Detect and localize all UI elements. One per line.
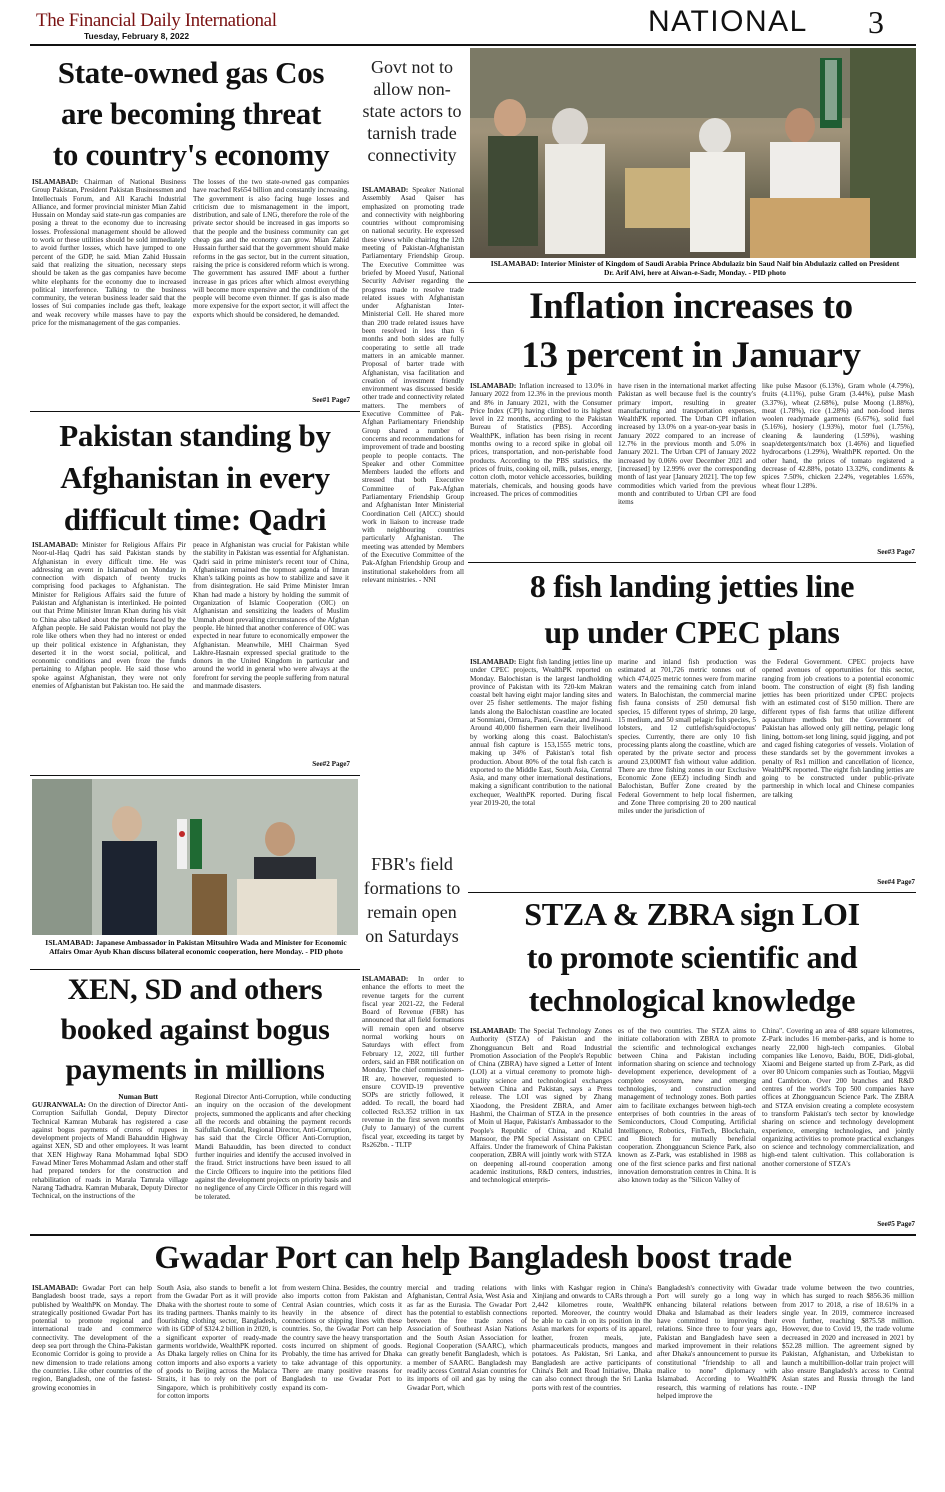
- qadri-col-2: peace in Afghanistan was crucial for Pakistan while the stability in Pakistan was essential for Afghanistan. Qadri said in prime minister's recent tour of China, Afghanistan remained the topmost agenda of Imran Khan's talking points as how to stabilize and save it from disintegration. He said Prime Minister Imran Khan had made a history by holding the summit of Organization of Islamic Cooperation (OIC) on Afghanistan and sensitizing the leaders of Muslim Ummah about prevailing circumstances of the Afghan people. He hinted that another conference of OIC was expected in near future to economically empower the Afghanistan. Meanwhile, MHI Chairman Syed Lakhre-Hasnain expressed special gratitude to the donors in the United Kingdom in particular and around the world in general who were always at the forefront for serving the people suffering from natural and manmade disasters.: [193, 541, 349, 691]
- section-name: NATIONAL: [648, 5, 808, 38]
- issue-date: Tuesday, February 8, 2022: [84, 31, 190, 41]
- gas-col-1: ISLAMABAD: Chairman of National Business Group Pakistan, President Pakistan Businessmen and Intellectuals Forum, and All Karachi Industrial Alliance, and former provincial minister Mian Zahid Hussain on Monday said state-run gas companies are posing a threat to the economy due to increasing losses. Professional management should be allowed to work or these utilities should be sold immediately to avoid further losses, which have jumped to one percent of the GDP, he said. Mian Zahid Hussain said that realizing the situation, necessary steps should be taken as the gas companies have become white elephants for the economy due to increased political interference. Talking to the business community, the veteran business leader said that the losses of Sui companies include gas theft, leakage and weak recovery while masses have to pay the price for the mismanagement of the gas companies.: [32, 178, 186, 328]
- inflation-col-3: like pulse Masoor (6.13%), Gram whole (4.79%), fruits (4.11%), pulse Gram (3.44%), pulse Mash (3.37%), wheat (2.68%), pulse Moong (1.88%), meat (1.78%), rice (1.28%) and non-food items woolen readymade garments (6.67%), solid fuel (5.16%), hosiery (1.93%), motor fuel (1.75%), cleaning & laundering (1.59%), washing soap/detergents/match box (1.46%) and liquefied hydrocarbons (1.29%), WealthPK reported. On the other hand, the prices of tomato registered a decrease of 42.88%, potato 13.32%, condiments & spices 7.50%, chicken 2.24%, vegetables 1.65%, wheat flour 1.28%.: [762, 382, 914, 490]
- japan-meeting-photo: [32, 779, 358, 935]
- inflation-col-1: ISLAMABAD: Inflation increased to 13.0% in January 2022 from 12.3% in the previous month and 8% in January 2021, with the Consumer Price Index (CPI) having climbed to its highest level in 22 months, according to the Pakistan Bureau of Statistics (PBS). According WealthPK, inflation has been rising in recent months owing to a record spike in global oil prices, transportation, and non-perishable food products. According to the PBS statistics, the prices of fruits, cooking oil, milk, pulses, energy, cotton cloth, motor vehicle accessories, building materials, chemicals, and housing goods have increased. The prices of commodities: [470, 382, 612, 498]
- xen-col-2: Regional Director Anti-Corruption, while conducting an inquiry on the occasion of the development projects, summoned the applicants and after checking all the records and obtaining the payment records Saifullah Gondal, Regional Director, Anti-Corruption, has said that the Circle Officer Anti-Corruption, Mandi Bahauddin, has been directed to conduct further inquiries and identify the accused involved in the fraud. Strict instructions have been issued to all the Circle Officers to inquire into the petitions filed against the development projects on priority basis and no negligence of any Circle Officer in this regard will be tolerated.: [195, 1093, 351, 1201]
- gwadar-col-2: South Asia, also stands to benefit a lot from the Gwadar Port as it will provide Dhaka with the shortest route to some of its trading partners. Thanks mainly to its flourishing clothing sector, Bangladesh, with its GDP of $324.2 billion in 2020, is a significant exporter of ready-made garments worldwide, WealthPK reported. As Dhaka largely relies on China for its cotton imports and also exports a variety of goods to Beijing across the Malacca Straits, it has to rely on the port of Singapore, which is prohibitively costly for cotton imports: [157, 1284, 277, 1400]
- saudi-photo-caption: ISLAMABAD: Interior Minister of Kingdom of Saudi Arabia Prince Abdulaziz bin Saud Naif bin Abdulaziz called on President Dr. Arif Alvi, here at Aiwan-e-Sadr, Monday. - PID photo: [490, 259, 900, 277]
- gwadar-col-5: links with Kashgar region in China's Xinjiang and onwards to CARs through a 2,442 kilometres route, WealthPK reported. Moreover, the country would be able to cash in on its position in the Asian markets for exports of its apparel, leather, frozen meals, jute, pharmaceuticals products, mangoes and potatoes. As Pakistan, Sri Lanka, and Bangladesh are active participants of China's Belt and Road Initiative, Dhaka can also connect through the Sri Lanka ports with rest of the countries.: [532, 1284, 652, 1392]
- xen-headline: XEN, SD and others booked against bogus payments in millions: [60, 973, 330, 1086]
- stza-headline: STZA & ZBRA sign LOI to promote scientific and technological knowledge: [524, 896, 860, 1018]
- page-number: 3: [868, 4, 884, 40]
- fish-col-2: marine and inland fish production was estimated at 701,726 metric tonnes out of which 474,025 metric tonnes were from marine waters and the remaining catch from inland waters. In Balochistan, the commercial marine fish fauna consists of 250 demursal fish species, 15 different types of shrimp, 20 large, 15 medium, and 50 small pelagic fish species, 5 lobsters, and 12 cuttlefish/squid/octopus' species. Currently, there are only 10 fish processing plants along the coastline, which are operated by the private sector and process around 23,000MT fish without value addition. There are three fishing zones in our Exclusive Economic Zone (EEZ) including Sindh and Balochistan, Buffer Zone created by the Federal Government to help local fishermen, and Zone Three comprising 20 to 200 nautical miles under the jurisdiction of: [618, 658, 756, 816]
- govt-headline: Govt not to allow non-state actors to tarnish trade connectivity: [362, 57, 462, 165]
- masthead-rule: [30, 44, 916, 46]
- inflation-see-more: See#3 Page7: [877, 548, 915, 556]
- masthead: [0, 0, 945, 48]
- inflation-col-2: have risen in the international market affecting Pakistan as well because fuel is the country's primary import, resulting in greater manufacturing and transportation expenses, WealthPK reported. The Urban CPI inflation increased by 13.0% on a year-on-year basis in January 2022 compared to an increase of 12.7% in the previous month and 5.0% in January 2021. The Urban CPI of January 2022 increased by 0.06% over December 2021 and [increased] by 12.99% over the corresponding month of last year [January 2021]. The top few commodities which varied from the previous month and contributed to Urban CPI are food items: [618, 382, 756, 507]
- fbr-headline: FBR's field formations to remain open on Saturdays: [363, 854, 461, 946]
- divider: [30, 775, 360, 776]
- gwadar-col-6: Bangladesh's connectivity with Gwadar Port will surely go a long way in enhancing bilateral relations between Dhaka and Islamabad as their leaders have committed to improving their relations. Since three to four years ago, Pakistan and Bangladesh have seen a marked improvement in their relations after Dhaka's announcement to pursue its constitutional "friendship to all and malice to none" diplomacy with Islamabad. According to WealthPK research, this warming of relations has helped improve the: [657, 1284, 777, 1400]
- paper-name: The Financial Daily International: [36, 10, 277, 31]
- fish-col-1: ISLAMABAD: Eight fish landing jetties line up under CPEC projects, WealthPK reported on Monday. Balochistan is the largest landholding province of Pakistan with its 720-km Makran coastal belt having eight major landing sites and over 25 fisher settlements. The major fishing lands along the Balochistan coastline are located at Sonmiani, Ormara, Pasni, Gwadar, and Jiwani. Around 40,000 fishermen earn their livelihood by working along this coast. Balochistan's annual fish capture is 153,1555 metric tons, making up 34% of Pakistan's total fish production. About 80% of the total fish catch is exported to the Middle East, South Asia, Central Asia, and many other international destinations, making a significant contribution to the national exchequer, WealthPK reported. During fiscal year 2019-20, the total: [470, 658, 612, 808]
- gas-col-2: The losses of the two state-owned gas companies have reached Rs654 billion and constantly increasing. The government is also facing huge losses and criticism due to mismanagement in the import, distribution, and sale of LNG, therefore the role of the private sector should be increased in gas imports so that the people and the business community can get cheap gas and the economy can grow. Mian Zahid Hussain further said that the government should make reforms in the gas sector, but in the current situation, raising the price is considered reform which is wrong. The government has assured IMF about a further increase in gas prices after which almost everything will become more expensive and the condition of the people will become even thinner. If gas is also made more expensive for the export sector, it will affect the exports which should be considered, he demanded.: [193, 178, 349, 319]
- qadri-col-1: ISLAMABAD: Minister for Religious Affairs Pir Noor-ul-Haq Qadri has said Pakistan stands by Afghanistan in every difficult time. He was addressing an event in Islamabad on Monday in connection with dispatch of twenty trucks comprising food packages to Afghanistan. The Minister for Religious Affairs said the future of Pakistan and Afghanistan is interlinked. He pointed out that Prime Minister Imran Khan during his visit to China also talked about the problems faced by the Afghan people. He said Pakistan would not play the role like others when they had no interest or ended up their political existence in Afghanistan, they deserted it in the worst social, political, and economic conditions and even froze the funds pertaining to Afghan people. He said those who spoke against Afghanistan, they were not only enemies of Afghanistan but Pakistan too. He said the: [32, 541, 186, 691]
- xen-byline: Numan Butt: [118, 1092, 158, 1101]
- saudi-meeting-photo: [470, 48, 916, 258]
- qadri-see-more: See#2 Page7: [312, 760, 350, 768]
- fbr-text: ISLAMABAD: In order to enhance the efforts to meet the revenue targets for the current fiscal year 2021-22, the Federal Board of Revenue (FBR) has announced that all field formations will remain open and observe normal working hours on Saturdays with effect from February 12, 2022, till further orders, said an FBR notification on Monday. The chief commissioners-IR are, however, requested to ensure COVID-19 preventive SOPs are strictly followed, it added. To recall, the board had collected Rs3.352 trillion in tax revenue in the first seven months (July to January) of the current fiscal year, exceeding its target by Rs262bn. - TLTP: [362, 975, 464, 1149]
- japan-photo-caption: ISLAMABAD: Japanese Ambassador in Pakistan Mitsuhiro Wada and Minister for Economic Affairs Omar Ayub Khan discuss bilateral economic cooperation, here Monday. - PID photo: [45, 938, 347, 956]
- gwadar-headline: Gwadar Port can help Bangladesh boost trade: [154, 1240, 792, 1276]
- gas-see-more: See#1 Page7: [312, 396, 350, 404]
- govt-text: ISLAMABAD: Speaker National Assembly Asad Qaiser has emphasized on promoting trade and connectivity with neighboring countries without compromising on national security. He expressed these views while chairing the 12th meeting of Pakistan-Afghanistan Parliamentary Friendship Group. The Executive Committee was briefed by Moeed Yusuf, National Security Adviser regarding the progress made to resolve trade related issues with Afghanistan under Afghanistan Inter-Ministerial Cell. He shared more than 200 trade related issues have been resolved in less than 6 months and both sides are fully cooperating to settle all trade matters in an amicable manner. Proposal of barter trade with Afghanistan, visa facilitation and creation of investment friendly environment was discussed beside other trade and connectivity related matters. The members of Executive Committee of Pak-Afghan Parliamentary Friendship Group shared a number of concerns and recommendations for improvement of trade and boosting people to people contacts. The Speaker and other Committee Members lauded the efforts and stressed that both Executive Committee of Pak-Afghan Parliamentary Friendship Group and Afghanistan Inter Ministerial Coordination Cell (AICC) should work in liaison to increase trade with neighbouring countries particularly Afghanistan. The meeting was attended by Members of the Executive Committee of the Pak-Afghan Friendship Group and institutional stakeholders from all relevant ministries. - NNI: [362, 186, 464, 584]
- stza-col-2: es of the two countries. The STZA aims to initiate collaboration with ZBRA to promote the scientific and technological exchanges between China and Pakistan including information sharing on science and technology development experience, development of a complete ecosystem, new and emerging technologies, and construction and management of technology zones. Both parties aim to facilitate exchanges between high-tech enterprises of both countries in the areas of Semiconductors, Cloud Computing, Artificial Intelligence, Robotics, FinTech, Blockchain, and Biotech for mutually beneficial cooperation. Zhongguancun Science Park, also known as Z-Park, was established in 1988 as one of the first science parks and first national innovation demonstration centres in China. It is also known today as the "Silicon Valley of: [618, 1027, 756, 1185]
- gwadar-col-1: ISLAMABAD: Gwadar Port can help Bangladesh boost trade, says a report published by WealthPK on Monday. The strategically positioned Gwadar Port has potential to promote regional and international trade and commerce connectivity. The development of the deep sea port through the China-Pakistan Economic Corridor is going to provide a new dimension to trade relations among the countries. Like other countries of the region, Bangladesh, one of the fastest-growing economies in: [32, 1284, 152, 1392]
- divider: [30, 411, 360, 412]
- gas-headline: State-owned gas Cos are becoming threat to country's economy: [52, 55, 330, 172]
- gwadar-col-4: mercial and trading relations with Afghanistan, Central Asia, West Asia and as far as the Eurasia. The Gwadar Port has the potential to establish connections between the free trade zones of Association of Southeast Asian Nations and the South Asian Association for Regional Cooperation (SAARC), which can greatly benefit Bangladesh, which is a member of SAARC. Bangladesh may readily access Central Asian countries for its imports of oil and gas by using the Gwadar Port, which: [407, 1284, 527, 1392]
- xen-col-1: GUJRANWALA: On the direction of Director Anti-Corruption Saifullah Gondal, Deputy Director Technical Kamran Mubarak has registered a case against bogus payments of crores of rupees in development projects of Mandi Bahauddin Highway against XEN, SD and other employees. It was learnt that XEN Highway Rana Mohammad Iqbal SDO Fawad Miner Teres Mohammad Aslam and other staff had prepared tenders for the construction and rehabilitation of roads in Marala Tamrala village Narang Tadhadra. Kamran Mubarak, Deputy Director Technical, on the instructions of the: [32, 1101, 188, 1201]
- stza-see-more: See#5 Page7: [877, 1220, 915, 1228]
- inflation-headline: Inflation increases to 13 percent in January: [521, 286, 861, 376]
- stza-col-1: ISLAMABAD: The Special Technology Zones Authority (STZA) of Pakistan and the Zhongguancun Belt and Road Industrial Promotion Association of the People's Republic of China (ZBRA) have signed a Letter of Intent (LOI) at a virtual ceremony to promote high-quality science and technological exchanges between China and Pakistan, says a Press release. The LOI was signed by Zhang Xiaodong, the President ZBRA, and Amer Hashmi, the Chairman of STZA in the presence of Moin ul Haque, Pakistan's Ambassador to the People's Republic of China, and Khalid Mansoor, the PM Special Assistant on CPEC Affairs. Under the framework of China Pakistan cooperation, ZBRA will jointly work with STZA on deepening all-round cooperation among academic institutions, R&D centers, industries, and technological enterpris-: [470, 1027, 612, 1185]
- fish-headline: 8 fish landing jetties line up under CPEC plans: [529, 568, 855, 650]
- gwadar-col-7: trade volume between the two countries, which has surged to reach $856.36 million from 2017 to 2018, a rise of 18.61% in a single year. In 2019, commerce increased even further, reaching $875.58 million. However, due to Covid 19, the trade volume decreased in 2020 and increased in 2021 by $52.28 million. The agreement signed by Pakistan, Afghanistan, and Uzbekistan to launch a multibillion-dollar train project will also ensure Bangladesh's access to Central Asian states and Russia through the land route. - INP: [782, 1284, 914, 1392]
- stza-col-3: China". Covering an area of 488 square kilometres, Z-Park includes 16 member-parks, and is home to nearly 22,000 high-tech companies. Global companies like Lenovo, Baidu, BOE, Didi-global, Xiaomi and Beigene started up from Z-Park, as did over 80 Unicorn companies such as Toutiao, Mggvii and Cambricon. Over 200 branches and R&D centres of the world's Top 500 companies have offices at Zhongguancun Science Park. The ZBRA and STZA envision creating a complete ecosystem to transform Pakistan's tech sector by knowledge sharing on science and technology development experience, emerging technologies, and jointly organizing activities to promote practical exchanges on science and technology commercialization, and high-end talent cultivation. This collaboration is another cornerstone of STZA's: [762, 1027, 914, 1168]
- fish-col-3: the Federal Government. CPEC projects have opened avenues of opportunities for this sector, ranging from job creations to a potential economic boom. The construction of eight (8) fish landing jetties has been prioritized under CPEC projects with an estimated cost of $150 million. There are different types of fish farms that utilize different aquaculture methods but the Government of Pakistan has allowed only gill netting, pelagic long lining, bottom-set long lining, squid jigging, and pot and caged fishing categories of vessels. Violation of these standards set by the government invokes a penalty of Rs1 million and cancellation of licence, WealthPK reported. The eight fish landing jetties are going to be constructed under public-private partnership in which local and Chinese companies are talking: [762, 658, 914, 799]
- fish-see-more: See#4 Page7: [877, 878, 915, 886]
- qadri-headline: Pakistan standing by Afghanistan in every difficult time: Qadri: [59, 418, 331, 537]
- gwadar-col-3: from western China. Besides, the country also imports cotton from Pakistan and Central Asian countries, which costs it heavily in the absence of direct connections or shipping lines with these countries. So, the Gwadar Port can help the country save the heavy transportation costs incurred on shipment of goods. Probably, the time has arrived for Dhaka to take advantage of this opportunity. There are many positive reasons for Bangladesh to use Gwadar Port to expand its com-: [282, 1284, 402, 1392]
